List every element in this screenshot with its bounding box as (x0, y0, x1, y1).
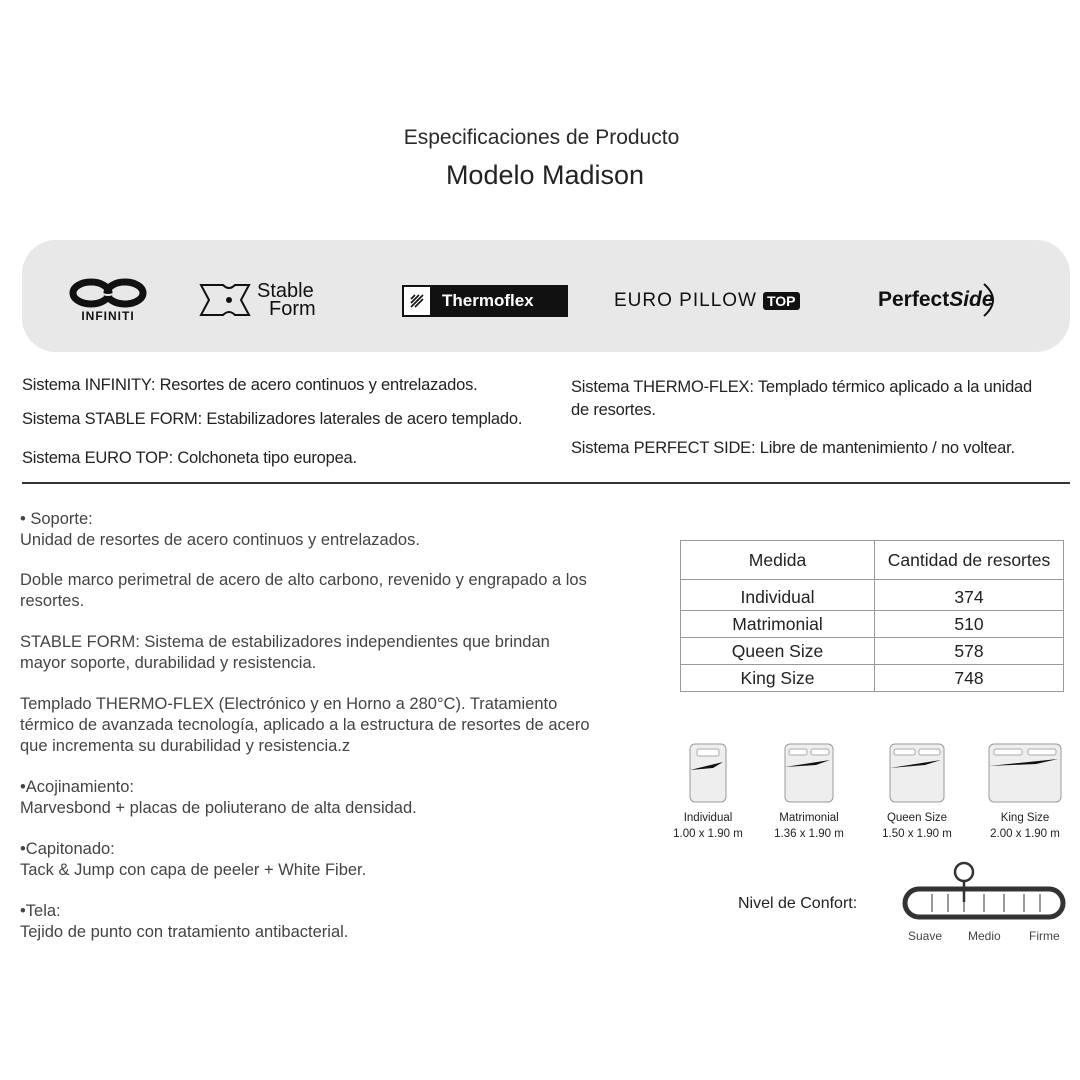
comfort-scale-suave: Suave (908, 929, 943, 943)
size-dims: 1.00 x 1.90 m (673, 828, 743, 840)
side-text: Side (949, 288, 994, 311)
table-row (681, 638, 1064, 665)
table-header-cantidad: Cantidad de resortes (875, 541, 1064, 580)
system-euro-top-text: Sistema EURO TOP: Colchoneta tipo europea. (22, 449, 357, 467)
soporte-paragraph-2 (20, 570, 640, 612)
capitonado-heading: •Capitonado: (20, 840, 115, 858)
soporte-p4-line3: que incrementa su durabilidad y resistencia.z (20, 737, 351, 755)
table-row (681, 665, 1064, 692)
capitonado-section (20, 839, 640, 881)
system-thermo-flex-text-line1: Sistema THERMO-FLEX: Templado térmico aplicado a la unidad (571, 378, 1033, 396)
bed-individual-icon (689, 743, 727, 803)
soporte-paragraph-1: Unidad de resortes de acero continuos y entrelazados. (20, 531, 420, 549)
thermoflex-icon (404, 287, 430, 315)
comfort-scale-gauge (902, 860, 1066, 922)
table-cell-count: 374 (875, 580, 1064, 611)
size-name: Matrimonial (779, 812, 839, 824)
spring-count-table (680, 540, 1064, 692)
soporte-p2-line2: resortes. (20, 592, 85, 610)
capitonado-text: Tack & Jump con capa de peeler + White Fiber. (20, 861, 367, 879)
technology-logo-band (22, 240, 1070, 352)
soporte-paragraph-4 (20, 694, 640, 757)
comfort-scale-medio: Medio (968, 929, 1001, 943)
size-dims: 1.50 x 1.90 m (882, 828, 952, 840)
euro-top-badge: TOP (763, 292, 800, 310)
size-king-caption (965, 810, 1080, 842)
size-dims: 1.36 x 1.90 m (774, 828, 844, 840)
bed-queen-icon (889, 743, 945, 803)
thermoflex-text: Thermoflex (442, 291, 534, 310)
size-name: Queen Size (886, 812, 948, 824)
stable-form-text-line1: Stable (257, 280, 314, 302)
thermoflex-logo (402, 285, 568, 317)
table-header-row (681, 541, 1064, 580)
section-divider (22, 482, 1070, 484)
soporte-section (20, 509, 640, 551)
soporte-p4-line2: térmico de avanzada tecnología, aplicado a la estructura de resortes de acero (20, 716, 590, 734)
system-stable-form-text: Sistema STABLE FORM: Estabilizadores laterales de acero templado. (22, 410, 523, 428)
bed-matrimonial-icon (784, 743, 834, 803)
size-matrimonial-caption (749, 810, 869, 842)
size-name: Individual (683, 812, 733, 824)
table-cell-size: Queen Size (681, 638, 875, 665)
soporte-p4-line1: Templado THERMO-FLEX (Electrónico y en Horno a 280°C). Tratamiento (20, 695, 558, 713)
page-subtitle: Especificaciones de Producto (403, 126, 680, 149)
perfect-text: Perfect (878, 288, 950, 311)
soporte-paragraph-3 (20, 632, 640, 674)
comfort-level-label: Nivel de Confort: (738, 895, 858, 912)
tela-text: Tejido de punto con tratamiento antibacterial. (20, 923, 349, 941)
stabilizer-icon (199, 281, 259, 319)
soporte-heading: • Soporte: (20, 510, 93, 528)
table-cell-size: King Size (681, 665, 875, 692)
infiniti-logo (66, 278, 150, 324)
acojinamiento-heading: •Acojinamiento: (20, 778, 135, 796)
table-row (681, 580, 1064, 611)
acojinamiento-section (20, 777, 640, 819)
table-cell-size: Individual (681, 580, 875, 611)
size-dims: 2.00 x 1.90 m (990, 828, 1060, 840)
stable-form-text-line2: Form (269, 298, 316, 320)
swoosh-icon (980, 280, 1002, 320)
system-infinity-text: Sistema INFINITY: Resortes de acero continuos y entrelazados. (22, 376, 478, 394)
euro-pillow-text: EURO PILLOW (614, 290, 757, 311)
size-queen-caption (857, 810, 977, 842)
bed-king-icon (988, 743, 1062, 803)
tela-section (20, 901, 640, 943)
soporte-p2-line1: Doble marco perimetral de acero de alto carbono, revenido y engrapado a los (20, 571, 587, 589)
tela-heading: •Tela: (20, 902, 61, 920)
size-name: King Size (1000, 812, 1050, 824)
system-thermo-flex-text-line2: de resortes. (571, 401, 656, 419)
table-cell-size: Matrimonial (681, 611, 875, 638)
euro-pillow-top-logo (614, 289, 800, 313)
comfort-indicator-icon (955, 863, 973, 881)
soporte-p3-line1: STABLE FORM: Sistema de estabilizadores independientes que brindan (20, 633, 550, 651)
perfect-side-logo (878, 280, 1038, 320)
table-cell-count: 748 (875, 665, 1064, 692)
infinity-icon (69, 278, 147, 308)
soporte-p3-line2: mayor soporte, durabilidad y resistencia. (20, 654, 317, 672)
table-header-medida: Medida (681, 541, 875, 580)
infiniti-logo-text: INFINITI (81, 309, 135, 323)
system-perfect-side-text: Sistema PERFECT SIDE: Libre de mantenimiento / no voltear. (571, 439, 1015, 457)
table-cell-count: 510 (875, 611, 1064, 638)
page-title: Modelo Madison (445, 160, 645, 190)
stable-form-logo (199, 280, 349, 320)
acojinamiento-text: Marvesbond + placas de poliuterano de alta densidad. (20, 799, 417, 817)
table-cell-count: 578 (875, 638, 1064, 665)
table-row (681, 611, 1064, 638)
comfort-scale-firme: Firme (1029, 929, 1060, 943)
